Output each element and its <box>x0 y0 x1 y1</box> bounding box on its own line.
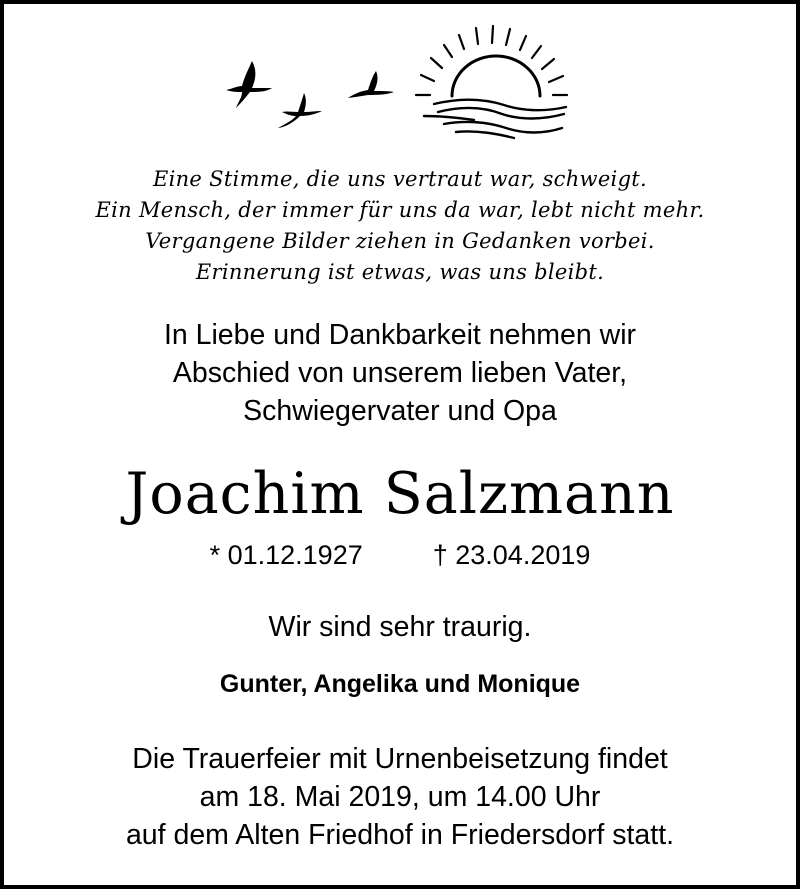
intro-line: In Liebe und Dankbarkeit nehmen wir <box>163 319 637 351</box>
funeral-service-info <box>4 740 796 854</box>
deceased-name: Joachim Salzmann <box>125 461 675 527</box>
intro-line: Schwiegervater und Opa <box>243 395 557 427</box>
life-dates <box>4 537 796 573</box>
service-line: auf dem Alten Friedhof in Friedersdorf statt. <box>125 819 675 851</box>
service-line: am 18. Mai 2019, um 14.00 Uhr <box>199 781 601 813</box>
poem-line: Ein Mensch, der immer für uns da war, lebt nicht mehr. <box>95 198 705 222</box>
poem-line: Eine Stimme, die uns vertraut war, schweigt. <box>152 167 648 191</box>
death-date: † 23.04.2019 <box>432 540 591 570</box>
mourners-names: Gunter, Angelika und Monique <box>219 670 581 698</box>
memorial-poem <box>4 164 796 288</box>
flying-birds-icon <box>226 61 394 128</box>
farewell-intro <box>4 316 796 430</box>
poem-line: Erinnerung ist etwas, was uns bleibt. <box>195 260 605 284</box>
header-artwork <box>4 4 796 154</box>
poem-line: Vergangene Bilder ziehen in Gedanken vorbei. <box>145 229 655 253</box>
closing-statement: Wir sind sehr traurig. <box>268 611 532 643</box>
birth-date: * 01.12.1927 <box>209 540 363 570</box>
service-line: Die Trauerfeier mit Urnenbeisetzung findet <box>132 743 668 775</box>
sunset-hills-icon <box>416 26 567 138</box>
intro-line: Abschied von unserem lieben Vater, <box>172 357 628 389</box>
